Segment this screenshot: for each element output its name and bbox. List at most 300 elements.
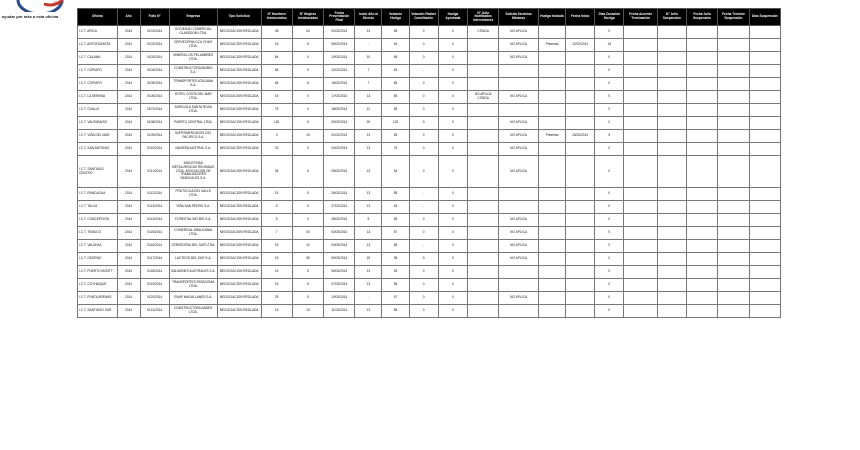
table-cell [499,279,539,292]
table-cell [687,240,718,253]
table-cell [566,78,595,91]
table-cell: 0111/2014 [140,156,169,188]
table-cell [468,143,499,156]
table-cell: 0 [438,117,467,130]
table-cell: 13 [355,156,382,188]
table-cell [468,188,499,201]
table-cell: I.C.T. COPIAPO [78,65,118,78]
table-cell: 0 [595,65,624,78]
table-cell: 0101/2014 [140,26,169,39]
table-cell [566,91,595,104]
table-cell: 0102/2014 [140,39,169,52]
table-cell: 16 [382,39,409,52]
table-cell: 26/02/2014 [324,188,355,201]
table-cell: 5 [292,78,323,91]
table-cell: 0116/2014 [140,240,169,253]
table-cell: 57 [382,292,409,305]
table-cell: I.C.T. PUNTA ARENAS [78,292,118,305]
table-cell [468,117,499,130]
table-cell: 20/02/2014 [324,117,355,130]
table-cell: 20 [355,117,382,130]
table-cell: 0 [438,104,467,117]
table-cell [687,214,718,227]
table-row [78,91,781,104]
table-cell [657,130,686,143]
table-cell: I.C.T. TALCA [78,201,118,214]
table-cell: 2014 [117,91,140,104]
table-cell [687,266,718,279]
table-cell: 0 [595,279,624,292]
table-cell [468,201,499,214]
table-cell [624,117,657,130]
table-cell [538,91,565,104]
table-cell [624,26,657,39]
table-cell [538,305,565,318]
table-cell: 0 [409,214,438,227]
table-cell: 0 [409,26,438,39]
table-cell: 34 [261,156,292,188]
table-cell [499,201,539,214]
table-cell: 01/02/2014 [324,26,355,39]
table-cell: NEGOCIACION REGLADA [217,305,261,318]
table-cell [499,104,539,117]
table-cell: 0 [595,266,624,279]
table-cell: 0 [292,104,323,117]
table-cell [468,266,499,279]
table-cell: NO APLICA [499,130,539,143]
table-cell: 66 [261,78,292,91]
table-cell [687,188,718,201]
table-cell: 0103/2014 [140,52,169,65]
table-cell: FRUTICOLA DEL VALLE LTDA. [169,188,217,201]
table-cell: - [409,65,438,78]
table-cell [718,156,749,188]
table-cell [468,104,499,117]
table-cell: 0 [409,266,438,279]
table-cell: 15 [261,240,292,253]
table-cell: I.C.T. SANTIAGO SUR [78,305,118,318]
table-cell [566,292,595,305]
table-cell: - [355,292,382,305]
table-cell: 0 [438,39,467,52]
table-cell: NEGOCIACION REGLADA [217,201,261,214]
table-cell [538,26,565,39]
table-cell [468,240,499,253]
column-header[interactable]: Días Suspensión [749,9,780,26]
table-cell: 55 [382,305,409,318]
table-cell [468,227,499,240]
column-header[interactable]: Votación Reabre Conciliación [409,9,438,26]
table-cell: NO APLICA [499,227,539,240]
table-cell: NEGOCIACION REGLADA [217,240,261,253]
table-cell: 65 [382,78,409,91]
column-header[interactable]: N° Hombres Involucrados [261,9,292,26]
table-cell: 32 [261,143,292,156]
table-cell [538,65,565,78]
table-cell [624,279,657,292]
column-header[interactable]: Oficina [78,9,118,26]
table-cell [657,65,686,78]
table-cell: 2014 [117,266,140,279]
table-cell [624,52,657,65]
table-cell: NO APLICA [499,292,539,305]
table-cell: 0 [409,52,438,65]
table-cell: 0 [595,117,624,130]
table-cell [687,253,718,266]
table-cell [566,266,595,279]
table-cell: 0 [595,52,624,65]
table-cell: I.C.T. CALAMA [78,52,118,65]
column-header[interactable]: Huelga Aprobada [438,9,467,26]
table-cell: 0 [438,26,467,39]
table-cell: 0 [438,227,467,240]
table-cell: 0 [409,156,438,188]
table-cell: 2014 [117,214,140,227]
table-cell: Presenta [538,130,565,143]
table-cell: NEGOCIACION REGLADA [217,78,261,91]
table-cell: 5 [261,201,292,214]
column-header[interactable]: Empresa [169,9,217,26]
table-cell [718,117,749,130]
table-row [78,78,781,91]
table-cell: 0 [409,279,438,292]
table-cell [624,227,657,240]
column-header[interactable]: Folio N° [140,9,169,26]
table-cell: 5 [595,130,624,143]
table-cell: 13 [355,130,382,143]
table-cell [624,292,657,305]
table-cell: 0 [438,266,467,279]
table-cell: 25/02/2014 [566,130,595,143]
table-cell [687,52,718,65]
table-cell: SOCIEDAD COMERCIAL GLASSDOM LTDA. [169,26,217,39]
table-cell: NEGOCIACION REGLADA [217,117,261,130]
table-row [78,266,781,279]
table-cell: 0110/2014 [140,143,169,156]
table-cell [718,52,749,65]
table-cell: 13 [355,279,382,292]
column-header[interactable]: Año [117,9,140,26]
table-row [78,143,781,156]
table-cell: 2014 [117,201,140,214]
table-cell: 43 [382,201,409,214]
table-cell: CERVECERIA CCU CHILE LTDA. [169,39,217,52]
column-header[interactable]: N° Julio Notificados Interventores [468,9,499,26]
table-cell [538,266,565,279]
table-cell: 0 [438,279,467,292]
table-cell [718,65,749,78]
table-cell: 64 [261,52,292,65]
table-cell: NO APLICA [499,156,539,188]
table-cell [657,266,686,279]
table-cell: TRANSPORTES PATAGONIA LTDA. [169,279,217,292]
column-header[interactable]: N° Mujeres Involucradas [292,9,323,26]
column-header[interactable]: Fecha Acuerdo Terminación [624,9,657,26]
table-cell: NEGOCIACION REGLADA [217,104,261,117]
table-cell [468,292,499,305]
column-header[interactable]: N° Julio Suspensión [657,9,686,26]
table-cell: NO APLICA [499,91,539,104]
table-cell: CERVECERA DEL SUR LTDA. [169,240,217,253]
table-cell [566,52,595,65]
table-cell: 15 [261,188,292,201]
table-cell [749,39,780,52]
table-cell [718,214,749,227]
table-cell: 0 [595,240,624,253]
table-cell: 21/02/2014 [324,130,355,143]
table-cell [749,214,780,227]
table-cell: 10 [355,52,382,65]
table-cell [624,39,657,52]
table-row [78,188,781,201]
table-cell: 13 [355,91,382,104]
table-cell [657,292,686,305]
page-subtitle: ayudar por más a esta oficina [2,14,59,19]
table-cell: 2014 [117,188,140,201]
table-cell: 0 [409,253,438,266]
table-cell: 66 [261,65,292,78]
table-cell: 6 [292,156,323,188]
table-cell: 0 [595,188,624,201]
table-cell [657,117,686,130]
table-cell: 2014 [117,305,140,318]
table-cell: I.C.T. COYHAIQUE [78,279,118,292]
column-header[interactable]: Tipo Solicitud [217,9,261,26]
table-cell: 0109/2014 [140,130,169,143]
table-cell [624,253,657,266]
column-header[interactable]: Inicio Año al Directo [355,9,382,26]
table-cell: 2014 [117,143,140,156]
table-cell [657,52,686,65]
table-cell: NEGOCIACION REGLADA [217,65,261,78]
table-row [78,214,781,227]
table-cell [538,117,565,130]
table-cell: I.C.T. OSORNO [78,253,118,266]
table-cell: I.C.T. ANTOFAGASTA [78,39,118,52]
table-cell [749,65,780,78]
table-cell: 25/02/2014 [324,156,355,188]
table-cell: 0119/2014 [140,279,169,292]
table-row [78,26,781,39]
table-cell [566,253,595,266]
table-cell: 0113/2014 [140,201,169,214]
table-cell: 2014 [117,26,140,39]
table-cell [566,104,595,117]
table-cell: AGRICOLA SANTA ROSA LTDA. [169,104,217,117]
table-cell: 03/03/2014 [324,227,355,240]
column-header[interactable]: Días Duración Huelga [595,9,624,26]
table-cell [718,253,749,266]
table-cell [566,227,595,240]
table-row [78,156,781,188]
column-header[interactable]: Fecha Julio Suspensión [687,9,718,26]
table-cell: NEGOCIACION REGLADA [217,26,261,39]
column-header[interactable]: Fecha Término Suspensión [718,9,749,26]
table-cell [566,214,595,227]
table-cell [749,91,780,104]
table-cell [657,143,686,156]
table-cell [538,227,565,240]
table-cell: NO APLICA [499,26,539,39]
table-cell [749,292,780,305]
table-cell [718,305,749,318]
table-cell [657,78,686,91]
table-cell: 75 [382,143,409,156]
table-cell [538,143,565,156]
table-cell [499,78,539,91]
table-cell: 07/03/2014 [324,279,355,292]
table-cell: 2014 [117,52,140,65]
table-cell: 04/03/2014 [324,240,355,253]
table-cell: 0108/2014 [140,117,169,130]
table-cell: HOTEL COSTA DEL MAR LTDA. [169,91,217,104]
table-cell: 0 [438,305,467,318]
table-cell: Presenta [538,39,565,52]
table-cell: 0 [438,240,467,253]
table-cell [718,104,749,117]
table-cell [657,279,686,292]
table-cell [687,91,718,104]
table-cell [624,91,657,104]
table-cell: 0114/2014 [140,214,169,227]
table-cell [538,104,565,117]
table-cell: I.C.T. TEMUCO [78,227,118,240]
table-cell: 13 [355,143,382,156]
table-cell: 17/02/2014 [324,91,355,104]
table-cell: I.C.T. LA SERENA [78,91,118,104]
table-cell [749,117,780,130]
table-cell: 5 [261,214,292,227]
table-cell: 15 [292,130,323,143]
table-cell: 0 [409,39,438,52]
table-cell: 0120/2014 [140,292,169,305]
table-cell: 0 [438,143,467,156]
table-cell: I.C.T. COPIAPO [78,78,118,91]
table-cell: 2014 [117,39,140,52]
table-cell: I.C.T. VALDIVIA [78,240,118,253]
table-cell [468,279,499,292]
table-cell [687,130,718,143]
table-cell: 2014 [117,130,140,143]
column-header[interactable]: Fecha Inicio [566,9,595,26]
table-cell: NO APLICA [499,117,539,130]
table-cell: 55 [382,91,409,104]
table-cell: 0 [409,292,438,305]
table-cell: I.C.T. SANTIAGO CENTRO [78,156,118,188]
table-cell: 2014 [117,240,140,253]
table-cell: 0 [595,26,624,39]
table-cell [687,117,718,130]
table-cell: 15 [595,39,624,52]
table-cell: 10/03/2014 [324,292,355,305]
table-cell: 5 [292,117,323,130]
table-row [78,65,781,78]
table-cell [718,39,749,52]
table-cell: 57 [382,227,409,240]
column-header[interactable]: Votación Huelga [382,9,409,26]
table-cell: I.C.T. CONCEPCION [78,214,118,227]
table-cell: 55 [382,279,409,292]
table-cell: SUPERMERCADOS DEL PACIFICO S.A. [169,130,217,143]
table-cell [687,156,718,188]
table-cell [718,78,749,91]
table-cell [718,279,749,292]
table-cell: 13 [355,26,382,39]
table-cell: 0 [438,292,467,305]
column-header[interactable]: Huelga Iniciada [538,9,565,26]
table-cell [749,240,780,253]
table-cell [657,39,686,52]
table-cell: 34 [292,26,323,39]
table-cell: 55 [382,26,409,39]
table-cell: 0 [409,104,438,117]
table-row [78,292,781,305]
table-cell: 0 [595,227,624,240]
table-cell: 0 [595,78,624,91]
table-cell: NEGOCIACION REGLADA [217,156,261,188]
table-cell: 12 [355,104,382,117]
table-cell [468,130,499,143]
table-cell [468,78,499,91]
table-cell: 0 [438,188,467,201]
table-cell [538,201,565,214]
table-cell: INDUSTRIAS METALURGICAS REUNIDAS LTDA. ASOCIACION DE TRABAJADORES SINDICALES S.A. [169,156,217,188]
table-cell [749,201,780,214]
table-cell: NEGOCIACION REGLADA [217,143,261,156]
column-header[interactable]: Solicita Servicios Mínimos [499,9,539,26]
table-cell [657,253,686,266]
table-cell [566,201,595,214]
table-cell: - [409,188,438,201]
table-row [78,240,781,253]
table-cell: 55 [382,104,409,117]
table-cell: 15 [261,253,292,266]
table-cell: 35 [382,253,409,266]
table-cell: 12/02/2014 [566,39,595,52]
table-cell [718,201,749,214]
table-cell [624,240,657,253]
table-cell [468,214,499,227]
ministry-logo [14,0,70,12]
table-cell: 0 [409,91,438,104]
table-cell [538,78,565,91]
table-cell: 13 [355,266,382,279]
table-cell [657,188,686,201]
table-cell: 0 [292,143,323,156]
table-cell: NEGOCIACION REGLADA [217,91,261,104]
table-cell [687,39,718,52]
table-cell: NEGOCIACION REGLADA [217,214,261,227]
table-cell [468,65,499,78]
table-cell: 0 [438,201,467,214]
column-header[interactable]: Fecha Presentación Final [324,9,355,26]
table-cell: 63 [382,65,409,78]
table-cell: 0 [438,130,467,143]
table-cell [687,201,718,214]
table-cell: 7 [355,78,382,91]
table-row [78,130,781,143]
table-cell [499,65,539,78]
table-cell: 13 [355,201,382,214]
table-cell: 5 [292,39,323,52]
table-cell: 0 [292,91,323,104]
table-cell [538,240,565,253]
table-cell: 0 [409,130,438,143]
table-cell: 0 [409,305,438,318]
table-cell [499,188,539,201]
table-cell: 0106/2014 [140,91,169,104]
table-cell: 0 [438,52,467,65]
